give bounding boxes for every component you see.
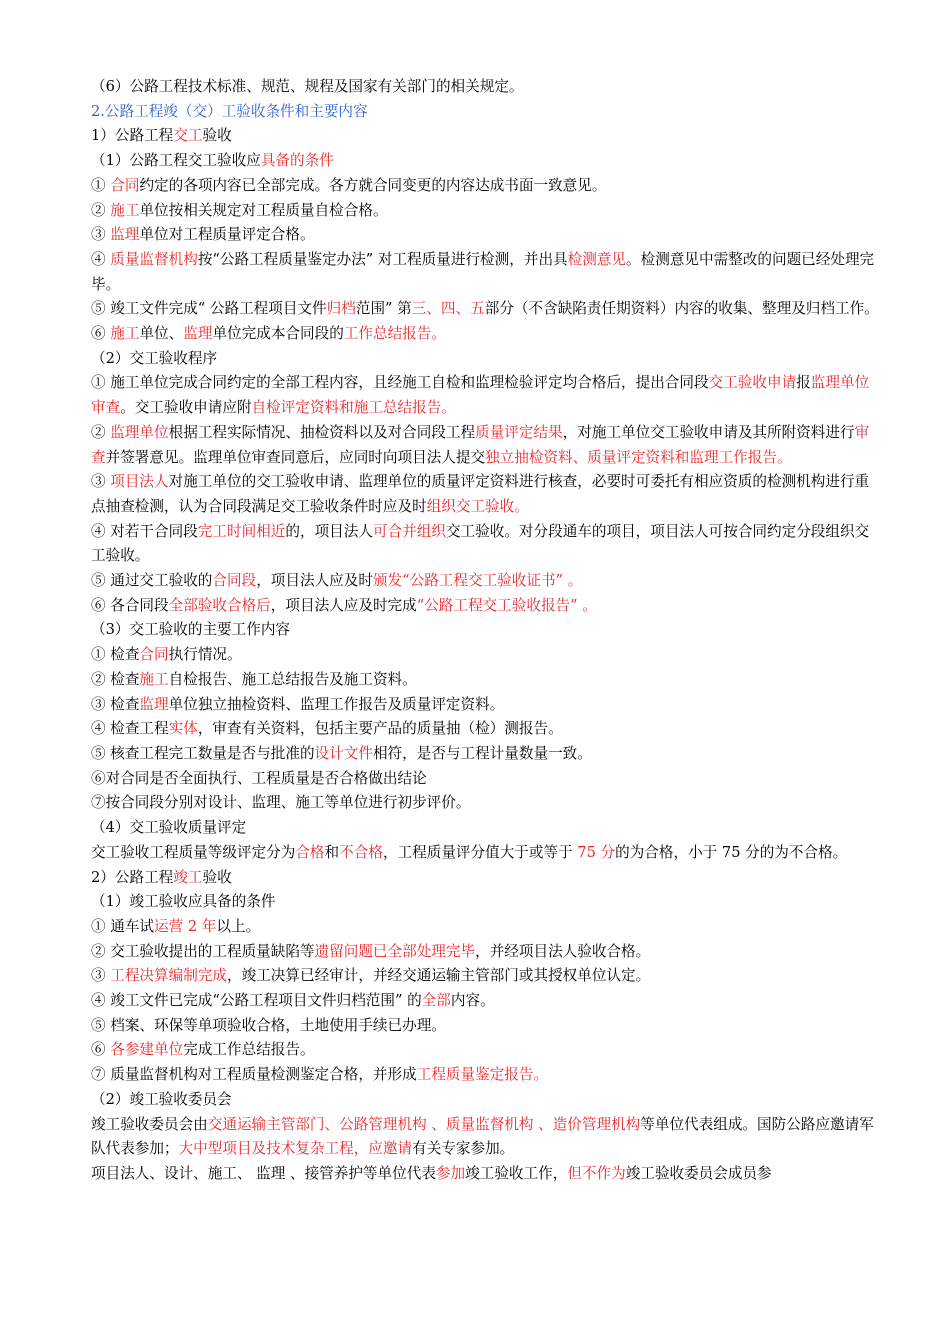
text-segment: （6）公路工程技术标准、规范、规程及国家有关部门的相关规定。 [91,78,524,95]
text-segment: ③ [91,473,111,491]
highlighted-text: 质量监督机构 [110,250,198,268]
highlighted-text: 检测意见 [567,250,627,268]
text-line [91,1113,881,1162]
text-line [91,248,881,297]
text-line [91,742,881,767]
text-segment: ⑤ 通过交工验收的 [91,572,213,590]
text-segment: 单位、 [139,325,184,343]
text-segment: ④ 对若干合同段 [91,522,198,540]
highlighted-text: 各参建单位 [110,1041,184,1059]
highlighted-text: 竣工 [173,868,203,886]
text-segment: ④ 竣工文件已完成“公路工程项目文件归档范围” 的 [91,992,422,1010]
highlighted-text: 交通运输主管部门、公路管理机构 、质量监督机构 、造价管理机构 [207,1115,641,1133]
document-page [91,75,881,1187]
text-line [91,989,881,1014]
highlighted-text: 施工 [110,201,140,219]
text-segment: 项目法人、设计、施工、 监理 、接管养护等单位代表 [91,1164,436,1182]
text-line [91,322,881,347]
text-line [91,668,881,693]
text-line [91,693,881,718]
text-segment: 和 [324,843,340,861]
text-segment: ，竣工决算已经审计，并经交通运输主管部门或其授权单位认定。 [227,967,651,985]
highlighted-text: 具备的条件 [260,152,334,170]
highlighted-text: 交工 [173,127,203,145]
text-line [91,75,881,100]
text-segment: ⑤ 档案、环保等单项验收合格，土地使用手续已办理。 [91,1016,446,1034]
highlighted-text: 监理单位审查 [91,374,870,417]
text-segment: （4）交工验收质量评定 [91,819,247,837]
highlighted-text: 不合格 [339,843,383,861]
text-line [91,520,881,569]
text-line [91,347,881,372]
text-segment: ，工程质量评分值大于或等于 [382,843,578,861]
highlighted-text: 合同 [110,176,140,194]
text-line [91,618,881,643]
text-line [91,717,881,742]
text-segment: 单位完成本合同段的 [212,325,344,343]
text-segment: （2）交工验收程序 [91,349,218,367]
highlighted-text: 大中型项目及技术复杂工程，应邀请 [178,1140,413,1158]
text-segment: ① [91,176,111,194]
highlighted-text: 施工 [110,325,140,343]
text-line [91,223,881,248]
text-segment: 根据工程实际情况、抽检资料以及对合同段工程 [168,423,476,441]
text-line [91,124,881,149]
text-segment: ⑦按合同段分别对设计、监理、施工等单位进行初步评价。 [91,794,471,812]
highlighted-text: 监理 [110,226,140,244]
highlighted-text: 运营 2 年 [154,917,217,935]
highlighted-text: 全部验收合格后 [168,596,271,614]
text-line [91,940,881,965]
text-segment: ⑥ 各合同段 [91,596,169,614]
text-segment: ② [91,423,111,441]
highlighted-text: 监理 [139,695,169,713]
text-segment: ，对施工单位交工验收申请及其所附资料进行 [562,423,855,441]
text-segment: 内容。 [450,992,495,1010]
text-segment: （3）交工验收的主要工作内容 [91,621,291,639]
text-line [91,421,881,470]
highlighted-text: 施工 [139,670,169,688]
text-segment: ，项目法人应及时 [256,572,373,590]
text-segment: 交工验收工程质量等级评定分为 [91,843,296,861]
highlighted-text: 审查 [91,423,870,466]
text-segment: ⑥ [91,325,111,343]
highlighted-text: 遗留问题已全部处理完毕 [314,942,476,960]
text-segment: 部分（不含缺陷责任期资料）内容的收集、整理及归档工作。 [484,300,879,318]
highlighted-text: 监理单位 [110,423,169,441]
text-line [91,816,881,841]
highlighted-text: 独立抽检资料、质量评定资料和监理工作报告。 [485,448,792,466]
text-line [91,100,881,125]
highlighted-text: 合格 [295,843,325,861]
text-segment: ② [91,201,111,219]
highlighted-text: 交工验收申请 [708,374,797,392]
text-segment: ⑦ 质量监督机构对工程质量检测鉴定合格，并形成 [91,1066,417,1084]
text-segment: 的为合格，小于 75 分的为不合格。 [615,843,848,861]
highlighted-text: 组织交工验收。 [426,497,529,515]
highlighted-text: 合同段 [212,572,257,590]
text-line [91,643,881,668]
highlighted-text: 质量评定结果 [475,423,563,441]
text-segment: 竣工验收委员会由 [91,1115,208,1133]
text-segment: 执行情况。 [168,646,242,664]
text-segment: 验收 [202,127,232,145]
text-segment: ，并经项目法人验收合格。 [475,942,651,960]
text-line [91,594,881,619]
text-segment: 对施工单位的交工验收申请、监理单位的质量评定资料进行核查，必要时可委托有相应资质的检测机构进行重点抽查检测，认为合同段满足交工验收条件时应及时 [91,473,870,515]
text-line [91,964,881,989]
highlighted-text: 归档 [326,300,356,318]
text-segment: ⑤ 核查工程完工数量是否与批准的 [91,744,315,762]
highlighted-text: 设计文件 [314,744,373,762]
text-segment: （2）竣工验收委员会 [91,1090,232,1108]
text-segment: 并签署意见。监理单位审查同意后，应同时向项目法人提交 [105,448,486,466]
text-segment: ，项目法人应及时完成 [270,596,417,614]
text-segment: 。交工验收申请应附 [120,399,252,417]
text-segment: ③ [91,226,111,244]
text-line [91,890,881,915]
text-segment: 1）公路工程 [91,127,174,145]
text-line [91,1014,881,1039]
text-segment: 按“公路工程质量鉴定办法” 对工程质量进行检测，并出具 [197,250,568,268]
text-segment: ② 检查 [91,670,140,688]
text-line [91,470,881,519]
text-line [91,199,881,224]
section-heading: 2.公路工程竣（交）工验收条件和主要内容 [91,102,368,120]
text-line [91,866,881,891]
text-segment: ③ 检查 [91,695,140,713]
text-segment: 以上。 [216,917,261,935]
text-line [91,1162,881,1187]
highlighted-text: 可合并组织 [372,522,446,540]
text-line [91,915,881,940]
highlighted-text: 工程质量鉴定报告。 [416,1066,549,1084]
text-segment: ，审查有关资料，包括主要产品的质量抽（检）测报告。 [197,720,563,738]
text-segment: 单位对工程质量评定合格。 [139,226,315,244]
text-segment: 2）公路工程 [91,868,174,886]
text-segment: ④ [91,250,111,268]
text-segment: 验收 [202,868,232,886]
text-line [91,149,881,174]
text-segment: ① 通车试 [91,917,155,935]
highlighted-text: 自检评定资料和施工总结报告。 [251,399,456,417]
text-line [91,1088,881,1113]
text-line [91,1038,881,1063]
text-segment: 单位独立抽检资料、监理工作报告及质量评定资料。 [168,695,505,713]
highlighted-text: 监理 [183,325,213,343]
highlighted-text: 全部 [421,992,451,1010]
highlighted-text: 工程决算编制完成 [110,967,227,985]
text-line [91,791,881,816]
highlighted-text: 完工时间相近 [197,522,286,540]
text-line [91,371,881,420]
text-segment: 的，项目法人 [285,522,373,540]
highlighted-text: “公路工程交工验收报告” 。 [416,596,597,614]
text-line [91,767,881,792]
text-segment: ③ [91,967,111,985]
text-segment: ① 检查 [91,646,140,664]
text-segment: ② 交工验收提出的工程质量缺陷等 [91,942,315,960]
text-segment: 有关专家参加。 [412,1140,515,1158]
text-segment: 。检测意见中需整改的问题已经处理完毕。 [91,250,875,293]
text-segment: （1）公路工程交工验收应 [91,152,261,170]
highlighted-text: 75 分 [577,843,616,861]
text-line [91,569,881,594]
highlighted-text: 参加 [435,1164,466,1182]
text-segment: ⑤ 竣工文件完成“ 公路工程项目文件 [91,300,327,318]
text-segment: 自检报告、施工总结报告及施工资料。 [168,670,417,688]
highlighted-text: 工作总结报告。 [343,325,446,343]
text-segment: 相符，是否与工程计量数量一致。 [372,744,592,762]
highlighted-text: 颁发“公路工程交工验收证书” 。 [372,572,583,590]
text-segment: ① 施工单位完成合同约定的全部工程内容，且经施工自检和监理检验评定均合格后，提出合同段 [91,374,709,392]
text-segment: 完成工作总结报告。 [183,1041,315,1059]
text-line [91,841,881,866]
text-line [91,297,881,322]
text-segment: 交工验收。对分段通车的项目，项目法人可按合同约定分段组织交工验收。 [91,522,870,565]
text-segment: ⑥对合同是否全面执行、工程质量是否合格做出结论 [91,769,427,787]
highlighted-text: 项目法人 [110,473,169,491]
text-segment: 约定的各项内容已全部完成。各方就合同变更的内容达成书面一致意见。 [139,176,607,194]
text-segment: ④ 检查工程 [91,720,169,738]
highlighted-text: 三、四、五 [411,300,485,318]
highlighted-text: 实体 [168,720,198,738]
text-segment: 竣工验收工作， [465,1164,568,1182]
text-segment: ⑥ [91,1041,111,1059]
text-segment: 报 [796,374,811,392]
highlighted-text: 但不作为 [567,1164,626,1182]
text-segment: （1）竣工验收应具备的条件 [91,893,276,911]
text-segment: 范围” 第 [355,300,412,318]
text-line [91,174,881,199]
text-line [91,1063,881,1088]
text-segment: 竣工验收委员会成员参 [625,1164,772,1182]
text-segment: 等单位代表组成。国防公路应邀请军队代表参加； [91,1115,874,1158]
highlighted-text: 合同 [139,646,169,664]
text-segment: 单位按相关规定对工程质量自检合格。 [139,201,388,219]
